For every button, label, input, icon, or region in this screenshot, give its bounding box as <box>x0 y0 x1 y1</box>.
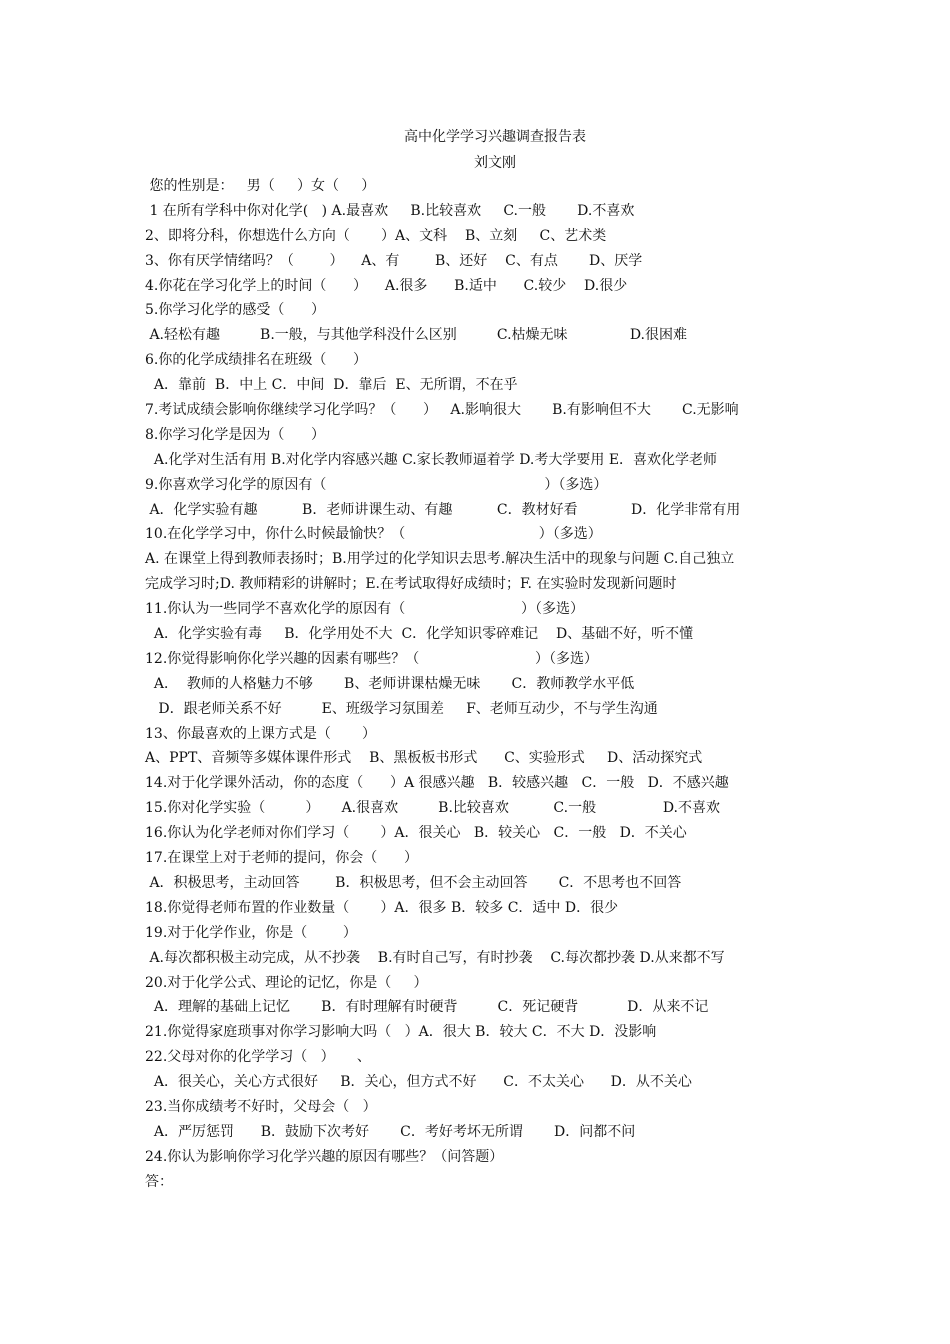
text-line: A、PPT、音频等多媒体课件形式 B、黑板板书形式 C、实验形式 D、活动探究式 <box>145 750 703 767</box>
text-line: 22.父母对你的化学学习（ ） 、 <box>145 1049 371 1066</box>
text-line: D．跟老师关系不好 E、班级学习氛围差 F、老师互动少，不与学生沟通 <box>145 700 658 717</box>
text-line: 16.你认为化学老师对你们学习（ ）A．很关心 B．较关心 C．一般 D．不关心 <box>145 825 687 842</box>
text-line: 14.对于化学课外活动，你的态度（ ）A 很感兴趣 B．较感兴趣 C．一般 D．不感兴趣 <box>145 775 729 792</box>
text-line: 1 在所有学科中你对化学( ) A.最喜欢 B.比较喜欢 C.一般 D.不喜欢 <box>145 202 635 219</box>
text-line: 9.你喜欢学习化学的原因有（ ）（多选） <box>145 476 608 493</box>
text-line: A.每次都积极主动完成，从不抄袭 B.有时自己写，有时抄袭 C.每次都抄袭 D.从来都不写 <box>145 949 725 966</box>
text-line: 13、你最喜欢的上课方式是（ ） <box>145 725 376 742</box>
text-line: A．化学实验有趣 B．老师讲课生动、有趣 C．教材好看 D．化学非常有用 <box>145 501 741 518</box>
text-line: 15.你对化学实验（ ） A.很喜欢 B.比较喜欢 C.一般 D.不喜欢 <box>145 800 721 817</box>
text-line: 24.你认为影响你学习化学兴趣的原因有哪些？（问答题） <box>145 1148 504 1165</box>
text-line: A．靠前 B．中上 C．中间 D．靠后 E、无所谓，不在乎 <box>145 377 518 394</box>
text-line: 20.对于化学公式、理论的记忆，你是（ ） <box>145 974 428 991</box>
text-line: A． 教师的人格魅力不够 B、老师讲课枯燥无味 C．教师教学水平低 <box>145 675 635 692</box>
text-line: 11.你认为一些同学不喜欢化学的原因有（ ）（多选） <box>145 601 584 618</box>
text-line: 2、即将分科，你想选什么方向（ ）A、文科 B、立刻 C、艺术类 <box>145 227 607 244</box>
text-line: 19.对于化学作业，你是（ ） <box>145 924 357 941</box>
text-line: 17.在课堂上对于老师的提问，你会（ ） <box>145 850 418 867</box>
text-line: 4.你花在学习化学上的时间（ ） A.很多 B.适中 C.较少 D.很少 <box>145 277 628 294</box>
document-author: 刘文刚 <box>474 155 516 171</box>
text-line: 21.你觉得家庭琐事对你学习影响大吗（ ）A．很大 B．较大 C．不大 D．没影响 <box>145 1024 657 1041</box>
text-line: 7.考试成绩会影响你继续学习化学吗？（ ） A.影响很大 B.有影响但不大 C.无影响 <box>145 402 739 419</box>
text-line: 23.当你成绩考不好时，父母会（ ） <box>145 1098 377 1115</box>
text-line: 您的性别是： 男（ ）女（ ） <box>145 178 376 194</box>
text-line: A．严厉惩罚 B．鼓励下次考好 C．考好考坏无所谓 D．问都不问 <box>145 1123 636 1140</box>
text-line: 3、你有厌学情绪吗？（ ） A、有 B、还好 C、有点 D、厌学 <box>145 252 643 269</box>
text-line: A.化学对生活有用 B.对化学内容感兴趣 C.家长教师逼着学 D.考大学要用 E．喜欢化学老师 <box>145 451 718 468</box>
text-line: A．化学实验有毒 B．化学用处不大 C．化学知识零碎难记 D、基础不好，听不懂 <box>145 626 694 643</box>
text-line: 完成学习时;D. 教师精彩的讲解时；E.在考试取得好成绩时；F. 在实验时发现新问题时 <box>145 576 677 593</box>
text-line: A．积极思考，主动回答 B．积极思考，但不会主动回答 C．不思考也不回答 <box>145 874 682 891</box>
text-line: 18.你觉得老师布置的作业数量（ ）A．很多 B．较多 C．适中 D．很少 <box>145 899 619 916</box>
text-line: A. 在课堂上得到教师表扬时；B.用学过的化学知识去思考.解决生活中的现象与问题 C.自己独立 <box>145 551 735 568</box>
text-line: 答： <box>145 1173 173 1190</box>
document-title: 高中化学学习兴趣调查报告表 <box>404 129 586 145</box>
text-line: 10.在化学学习中，你什么时候最愉快？（ ）（多选） <box>145 526 602 543</box>
text-line: A．很关心，关心方式很好 B．关心，但方式不好 C．不太关心 D．从不关心 <box>145 1074 692 1091</box>
text-line: 8.你学习化学是因为（ ） <box>145 426 326 443</box>
question-list <box>145 174 845 1195</box>
text-line: A．理解的基础上记忆 B．有时理解有时硬背 C．死记硬背 D．从来不记 <box>145 999 709 1016</box>
text-line: A.轻松有趣 B.一般，与其他学科没什么区别 C.枯燥无味 D.很困难 <box>145 327 687 344</box>
text-line: 5.你学习化学的感受（ ） <box>145 302 326 319</box>
text-line: 6.你的化学成绩排名在班级（ ） <box>145 352 368 369</box>
text-line: 12.你觉得影响你化学兴趣的因素有哪些？（ ）（多选） <box>145 650 598 667</box>
